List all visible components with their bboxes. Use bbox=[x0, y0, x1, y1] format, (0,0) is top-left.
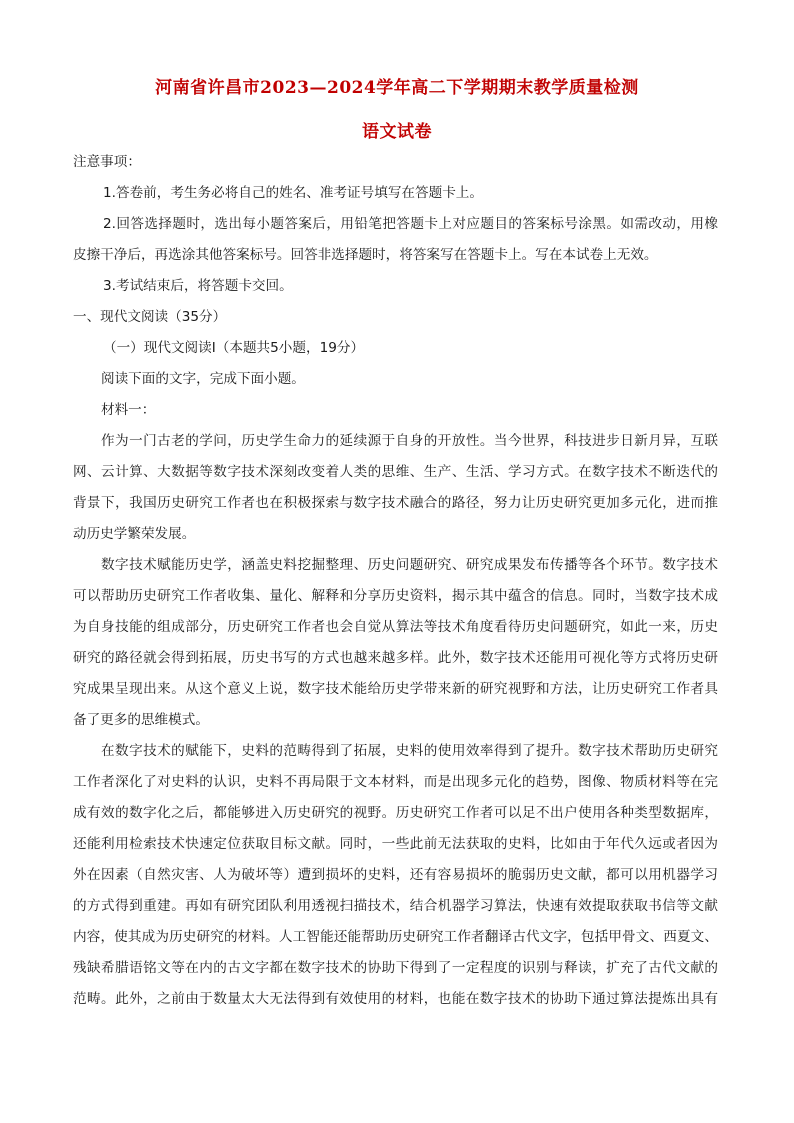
notice-item: 3.考试结束后，将答题卡交回。 bbox=[103, 278, 293, 294]
paragraph-line: 还能利用检索技术快速定位获取目标文献。同时，一些此前无法获取的史料，比如由于年代久远或者因为 bbox=[73, 836, 718, 852]
paragraph-line: 研究的路径就会得到拓展，历史书写的方式也越来越多样。此外，数字技术还能用可视化等方式将历史研 bbox=[73, 650, 718, 666]
exam-title: 河南省许昌市2023—2024学年高二下学期期末教学质量检测 bbox=[155, 78, 639, 98]
paragraph-line: 究成果呈现出来。从这个意义上说，数字技术能给历史学带来新的研究视野和方法，让历史研究工作者具 bbox=[73, 681, 718, 697]
paragraph-line: 动历史学繁荣发展。 bbox=[73, 526, 196, 542]
material-label: 材料一： bbox=[101, 402, 156, 418]
notice-item: 2.回答选择题时，选出每小题答案后，用铅笔把答题卡上对应题目的答案标号涂黑。如需改动，用橡 bbox=[103, 216, 718, 232]
reading-instruction: 阅读下面的文字，完成下面小题。 bbox=[101, 371, 305, 387]
notice-heading: 注意事项： bbox=[73, 154, 141, 170]
paragraph-line: 工作者深化了对史料的认识，史料不再局限于文本材料，而是出现多元化的趋势，图像、物质材料等在完 bbox=[73, 774, 718, 790]
paragraph-line: 作为一门古老的学问，历史学生命力的延续源于自身的开放性。当今世界，科技进步日新月异，互联 bbox=[101, 433, 718, 449]
paragraph-line: 备了更多的思维模式。 bbox=[73, 712, 209, 728]
subsection-heading: （一）现代文阅读Ⅰ（本题共5小题，19分） bbox=[103, 340, 365, 356]
notice-item: 皮擦干净后，再选涂其他答案标号。回答非选择题时，将答案写在答题卡上。写在本试卷上无效。 bbox=[73, 247, 658, 263]
section-heading: 一、现代文阅读（35分） bbox=[73, 309, 227, 325]
paragraph-line: 的方式得到重建。再如有研究团队利用透视扫描技术，结合机器学习算法，快速有效提取获取书信等文献 bbox=[73, 898, 718, 914]
paragraph-line: 在数字技术的赋能下，史料的范畴得到了拓展，史料的使用效率得到了提升。数字技术帮助历史研究 bbox=[101, 743, 718, 759]
paragraph-line: 内容，使其成为历史研究的材料。人工智能还能帮助历史研究工作者翻译古代文字，包括甲骨文、西夏文、 bbox=[73, 929, 718, 945]
paragraph-line: 背景下，我国历史研究工作者也在积极探索与数字技术融合的路径，努力让历史研究更加多元化，进而推 bbox=[73, 495, 718, 511]
paragraph-line: 网、云计算、大数据等数字技术深刻改变着人类的思维、生产、生活、学习方式。在数字技术不断迭代的 bbox=[73, 464, 718, 480]
paragraph-line: 数字技术赋能历史学，涵盖史料挖掘整理、历史问题研究、研究成果发布传播等各个环节。数字技术 bbox=[101, 557, 718, 573]
paragraph-line: 成有效的数字化之后，都能够进入历史研究的视野。历史研究工作者可以足不出户使用各种类型数据库， bbox=[73, 805, 718, 821]
paragraph-line: 范畴。此外，之前由于数量太大无法得到有效使用的材料，也能在数字技术的协助下通过算法提炼出具有 bbox=[73, 991, 718, 1007]
paragraph-line: 为自身技能的组成部分，历史研究工作者也会自觉从算法等技术角度看待历史问题研究，如此一来，历史 bbox=[73, 619, 718, 635]
exam-subtitle: 语文试卷 bbox=[362, 122, 432, 142]
paragraph-line: 可以帮助历史研究工作者收集、量化、解释和分享历史资料，揭示其中蕴含的信息。同时，当数字技术成 bbox=[73, 588, 718, 604]
notice-item: 1.答卷前，考生务必将自己的姓名、准考证号填写在答题卡上。 bbox=[103, 185, 483, 201]
paragraph-line: 外在因素（自然灾害、人为破坏等）遭到损坏的史料，还有容易损坏的脆弱历史文献，都可以用机器学习 bbox=[73, 867, 718, 883]
paragraph-line: 残缺希腊语铭文等在内的古文字都在数字技术的协助下得到了一定程度的识别与释读，扩充了古代文献的 bbox=[73, 960, 718, 976]
